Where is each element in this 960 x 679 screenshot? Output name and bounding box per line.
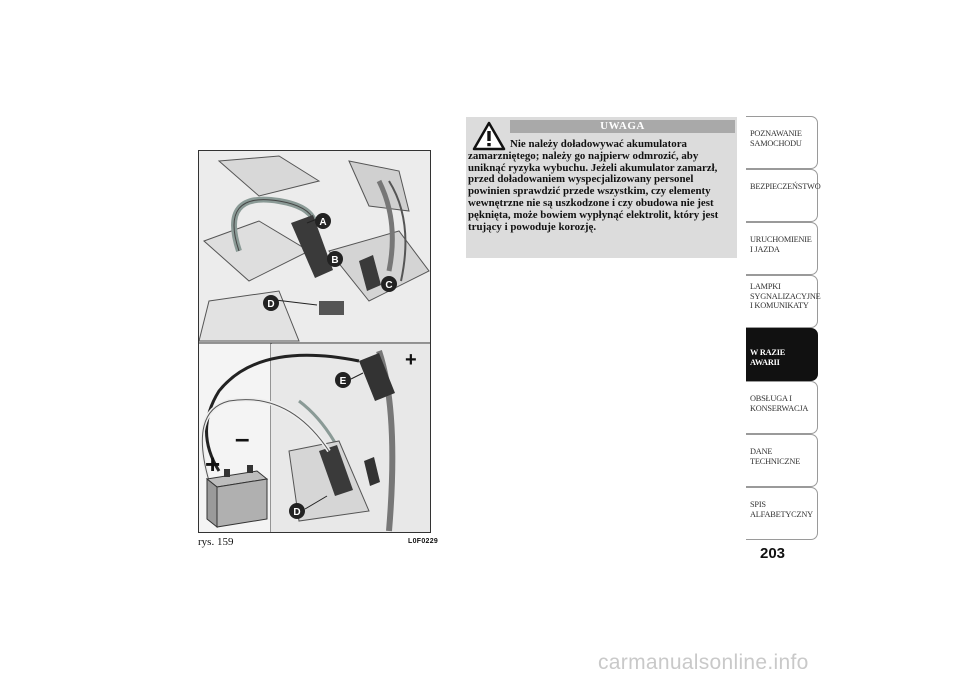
jump-start-drawing [199,151,430,532]
warning-text: Nie należy doładowywać akumulatora zamarzniętego; należy go najpierw odmrozić, aby uniknąć ryzyka wybuchu. Jeżeli akumulator zamarzł, przed doładowaniem wyspecjalizowany personel powinien sprawdzić przede wszystkim, czy elementy wewnętrzne nie są uszkodzone i czy obudowa nie jest pęknięta, może bowiem wypłynąć elektrolit, który jest trujący i powoduje korozję. [468,138,719,233]
engine-bay-illustration [198,150,431,533]
figure-code: L0F0229 [408,538,439,545]
chapter-tabs [746,116,821,540]
tab-w-razie-awarii[interactable]: W RAZIE AWARII [746,328,818,381]
warning-title: UWAGA [510,120,735,133]
tab-uruchomienie-i-jazda[interactable]: URUCHOMIENIE I JAZDA [746,222,818,275]
label-b: B [331,255,339,266]
page-number: 203 [760,545,786,562]
tab-poznawanie-samochodu[interactable]: POZNAWANIE SAMOCHODU [746,116,818,169]
tab-dane-techniczne[interactable]: DANE TECHNICZNE [746,434,818,487]
warning-box [466,117,737,258]
tab-bezpieczenstwo[interactable]: BEZPIECZEŃSTWO [746,169,818,222]
battery-plus: + [205,449,221,479]
label-a: A [319,217,327,228]
tab-lampki-sygnalizacyjne[interactable]: LAMPKI SYGNALIZACYJNE I KOMUNIKATY [746,275,818,328]
terminal-plus: + [405,349,417,371]
label-e: E [339,376,347,387]
label-d-top: D [267,299,275,310]
tab-spis-alfabetyczny[interactable]: SPIS ALFABETYCZNY [746,487,818,540]
figure-caption: rys. 159 [198,536,234,548]
battery-minus: – [235,423,250,453]
label-d-bottom: D [293,507,301,518]
tab-obsluga-i-konserwacja[interactable]: OBSŁUGA I KONSERWACJA [746,381,818,434]
watermark: carmanualsonline.info [598,651,809,674]
label-c: C [385,280,393,291]
